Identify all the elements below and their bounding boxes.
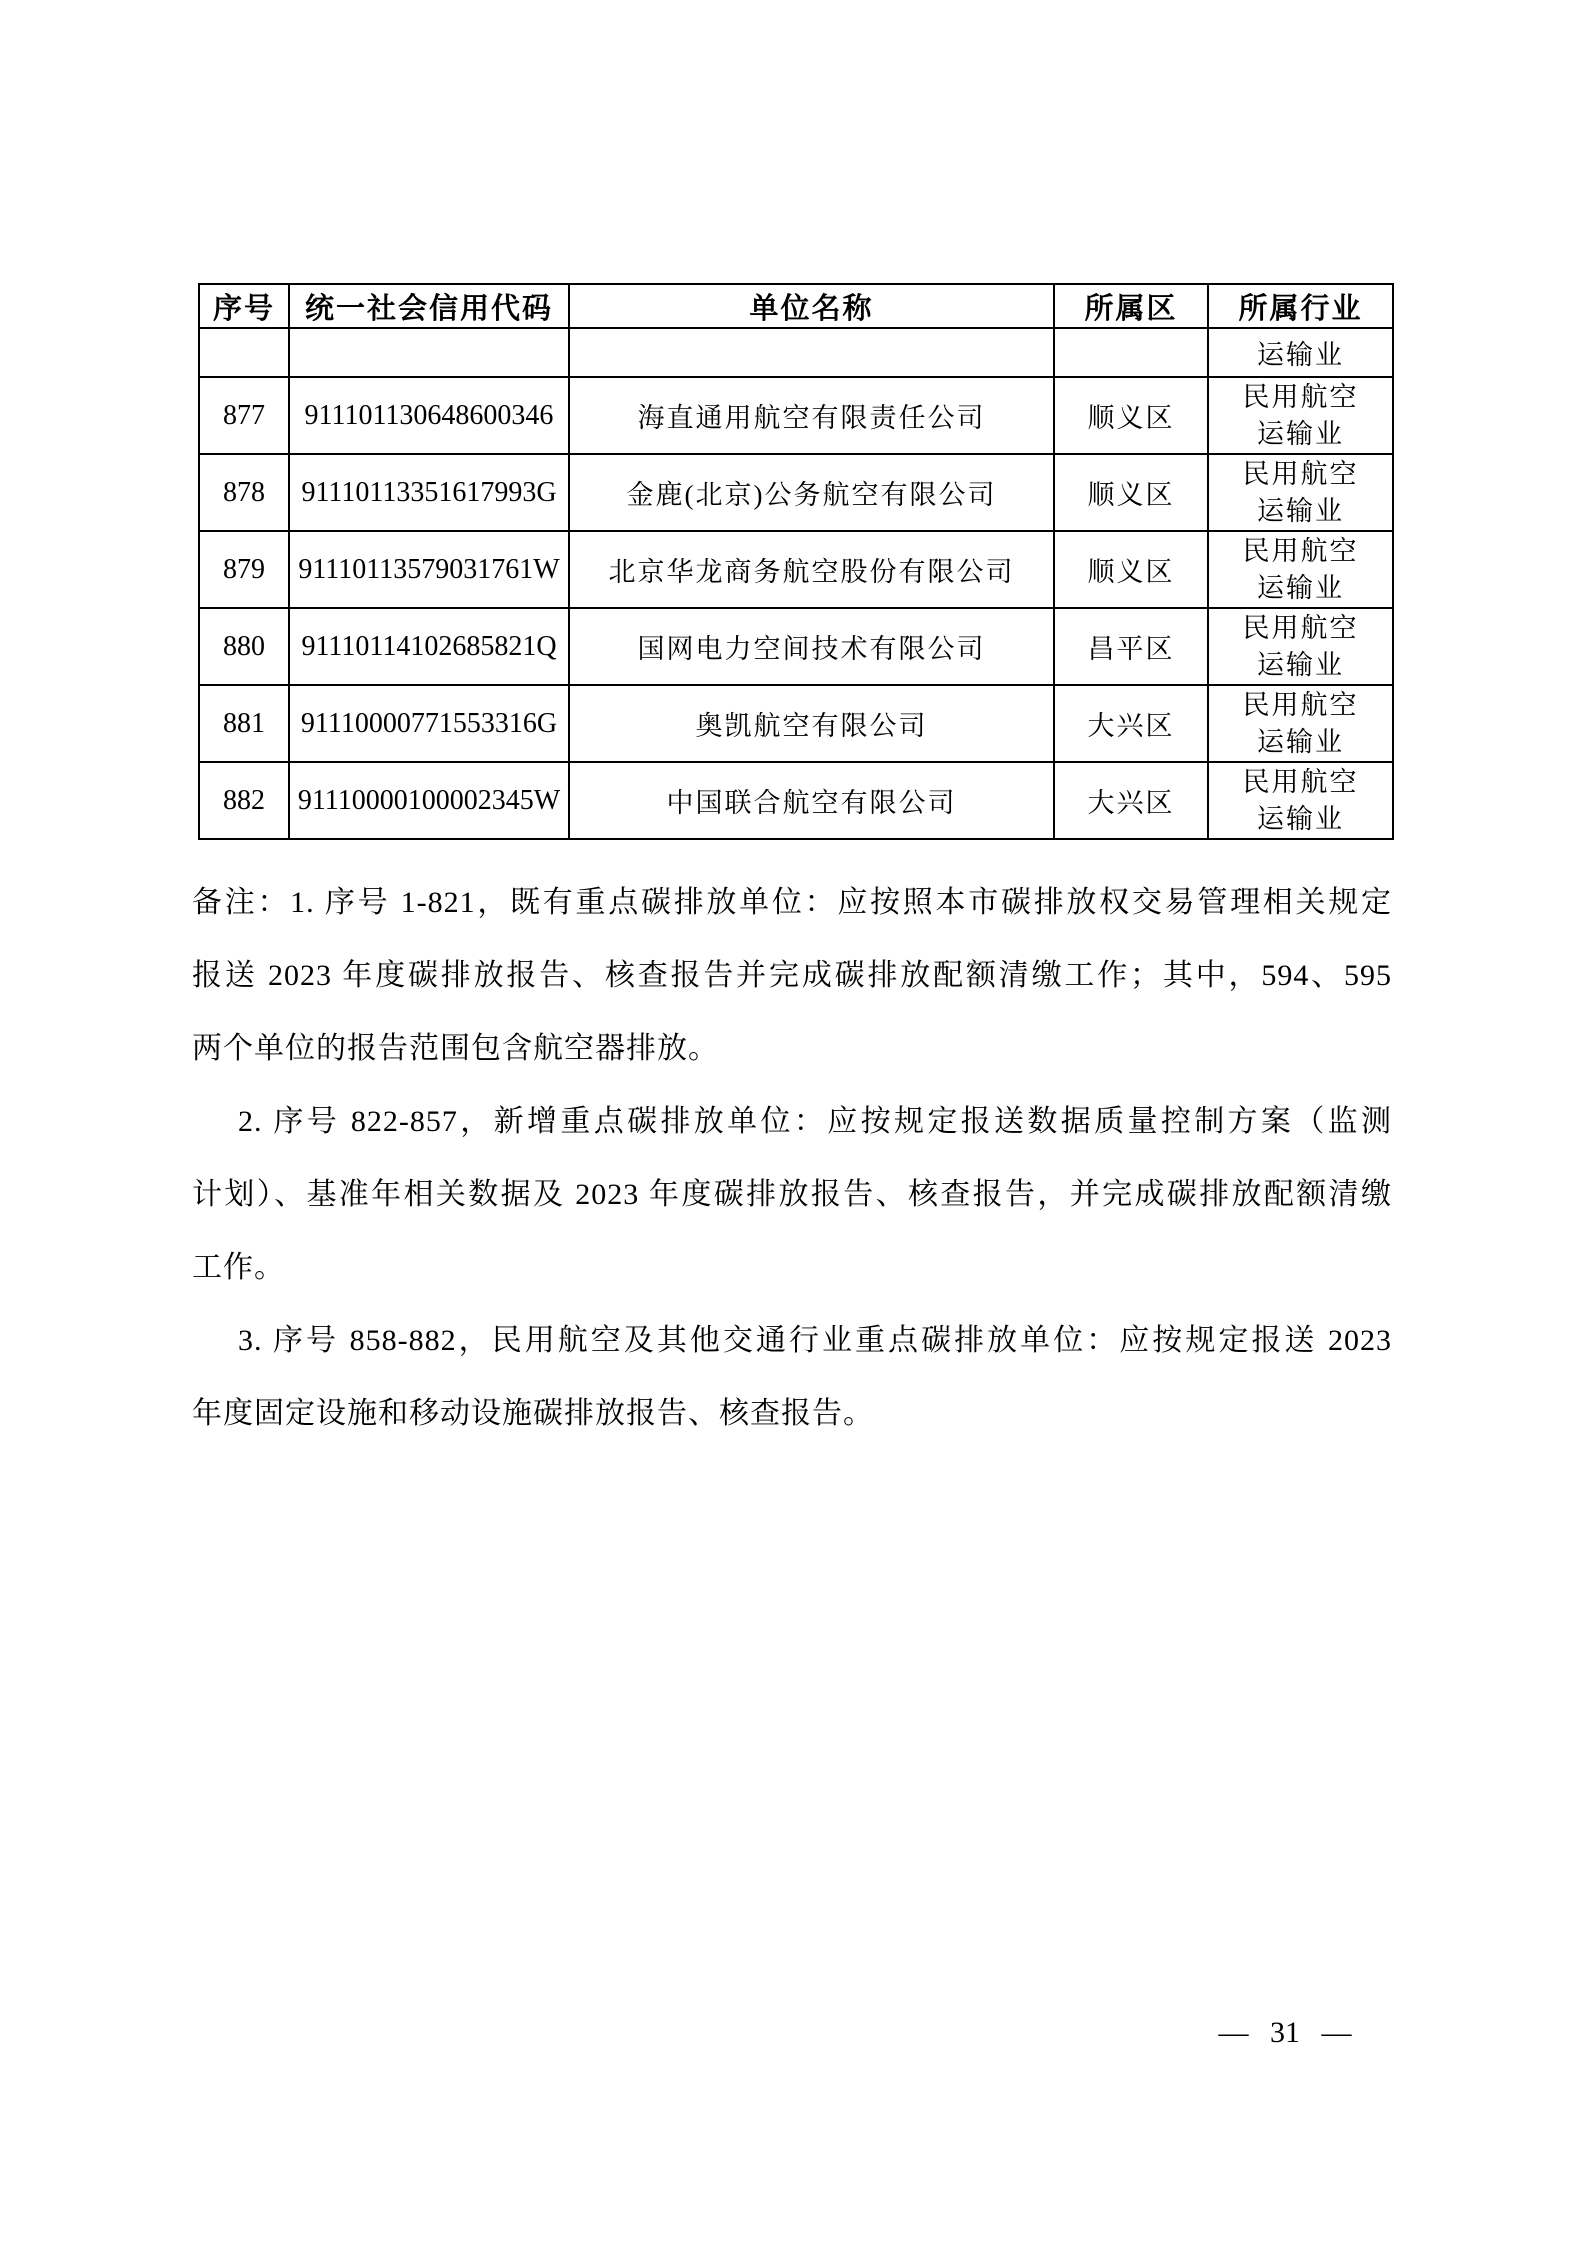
industry-text: 民用航空运输业 bbox=[1242, 612, 1359, 680]
serial-cell bbox=[199, 328, 289, 377]
district-cell: 大兴区 bbox=[1054, 762, 1208, 839]
code-cell: 911101130648600346 bbox=[289, 377, 569, 454]
header-district: 所属区 bbox=[1054, 284, 1208, 328]
table-row bbox=[199, 685, 1393, 762]
code-cell: 91110113351617993G bbox=[289, 454, 569, 531]
note-line: 备注：1. 序号 1-821，既有重点碳排放单位：应按照本市碳排放权交易管理相关规定 bbox=[192, 886, 1392, 919]
district-cell: 顺义区 bbox=[1054, 454, 1208, 531]
industry-text: 民用航空运输业 bbox=[1242, 381, 1359, 449]
table-row bbox=[199, 762, 1393, 839]
note-line: 2. 序号 822-857，新增重点碳排放单位：应按规定报送数据质量控制方案（监测 bbox=[238, 1105, 1392, 1138]
name-cell bbox=[569, 328, 1054, 377]
note-line: 报送 2023 年度碳排放报告、核查报告并完成碳排放配额清缴工作；其中，594、595 bbox=[192, 959, 1392, 992]
name-cell: 中国联合航空有限公司 bbox=[569, 762, 1054, 839]
note-line: 计划）、基准年相关数据及 2023 年度碳排放报告、核查报告，并完成碳排放配额清缴 bbox=[192, 1178, 1392, 1211]
serial-cell: 881 bbox=[199, 685, 289, 762]
table-header-row bbox=[199, 284, 1393, 328]
district-cell: 大兴区 bbox=[1054, 685, 1208, 762]
table-row bbox=[199, 531, 1393, 608]
header-serial: 序号 bbox=[199, 284, 289, 328]
header-unit-name: 单位名称 bbox=[569, 284, 1054, 328]
note-line: 3. 序号 858-882，民用航空及其他交通行业重点碳排放单位：应按规定报送 2023 bbox=[238, 1324, 1392, 1357]
code-cell: 91110114102685821Q bbox=[289, 608, 569, 685]
industry-cell bbox=[1208, 377, 1393, 454]
industry-cell bbox=[1208, 454, 1393, 531]
district-cell: 顺义区 bbox=[1054, 377, 1208, 454]
header-industry: 所属行业 bbox=[1208, 284, 1393, 328]
industry-text: 民用航空运输业 bbox=[1242, 766, 1359, 834]
serial-cell: 879 bbox=[199, 531, 289, 608]
code-cell bbox=[289, 328, 569, 377]
table-row bbox=[199, 608, 1393, 685]
page-number: — 31 — bbox=[1218, 2016, 1352, 2049]
code-cell: 91110000771553316G bbox=[289, 685, 569, 762]
table-row bbox=[199, 377, 1393, 454]
industry-cell bbox=[1208, 608, 1393, 685]
industry-cell bbox=[1208, 685, 1393, 762]
code-cell: 91110000100002345W bbox=[289, 762, 569, 839]
serial-cell: 880 bbox=[199, 608, 289, 685]
emission-units-table bbox=[198, 283, 1394, 840]
serial-cell: 882 bbox=[199, 762, 289, 839]
industry-text: 民用航空运输业 bbox=[1242, 458, 1359, 526]
name-cell: 奥凯航空有限公司 bbox=[569, 685, 1054, 762]
remarks-section bbox=[192, 866, 1392, 1450]
industry-cell bbox=[1208, 531, 1393, 608]
industry-text: 民用航空运输业 bbox=[1242, 689, 1359, 757]
note-line: 年度固定设施和移动设施碳排放报告、核查报告。 bbox=[192, 1397, 874, 1430]
note-line: 工作。 bbox=[192, 1251, 285, 1284]
district-cell: 昌平区 bbox=[1054, 608, 1208, 685]
industry-cell: 运输业 bbox=[1208, 328, 1393, 377]
name-cell: 北京华龙商务航空股份有限公司 bbox=[569, 531, 1054, 608]
serial-cell: 878 bbox=[199, 454, 289, 531]
industry-cell bbox=[1208, 762, 1393, 839]
note-line: 两个单位的报告范围包含航空器排放。 bbox=[192, 1032, 719, 1065]
industry-text: 民用航空运输业 bbox=[1242, 535, 1359, 603]
district-cell bbox=[1054, 328, 1208, 377]
name-cell: 海直通用航空有限责任公司 bbox=[569, 377, 1054, 454]
name-cell: 国网电力空间技术有限公司 bbox=[569, 608, 1054, 685]
table-row-carryover bbox=[199, 328, 1393, 377]
serial-cell: 877 bbox=[199, 377, 289, 454]
code-cell: 91110113579031761W bbox=[289, 531, 569, 608]
header-credit-code: 统一社会信用代码 bbox=[289, 284, 569, 328]
name-cell: 金鹿(北京)公务航空有限公司 bbox=[569, 454, 1054, 531]
district-cell: 顺义区 bbox=[1054, 531, 1208, 608]
table-row bbox=[199, 454, 1393, 531]
